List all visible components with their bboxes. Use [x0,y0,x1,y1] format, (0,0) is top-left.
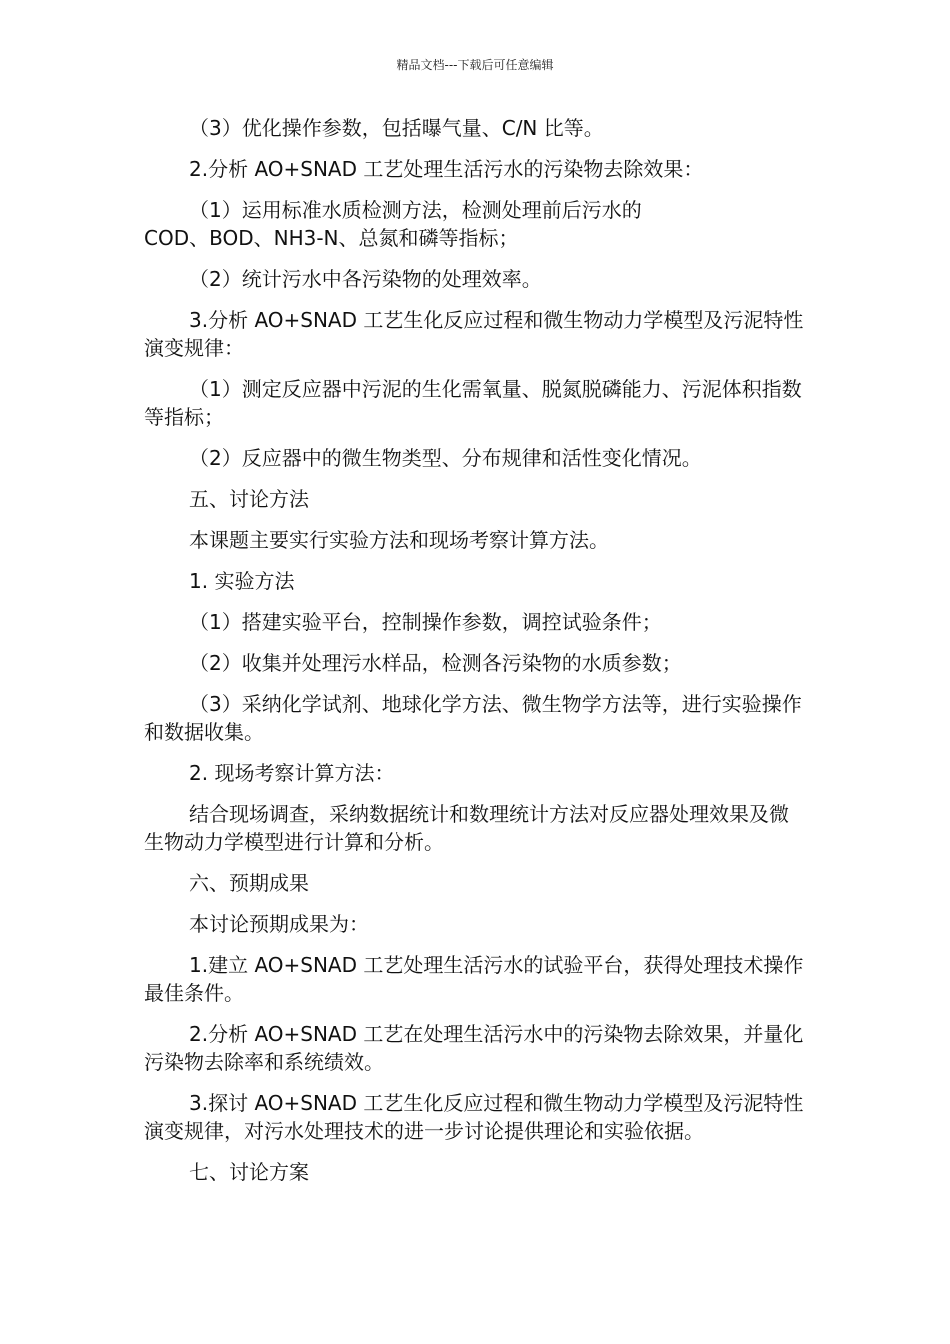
paragraph-reagents: （3）采纳化学试剂、地球化学方法、微生物学方法等，进行实验操作和数据收集。 [144,692,802,744]
paragraph-result-2: 2.分析 AO+SNAD 工艺在处理生活污水中的污染物去除效果，并量化污染物去除率和系统绩效。 [144,1022,804,1074]
paragraph-efficiency-stats: （2）统计污水中各污染物的处理效率。 [189,267,542,291]
paragraph-microbe-types: （2）反应器中的微生物类型、分布规律和活性变化情况。 [189,446,702,470]
section-heading-methods: 五、讨论方法 [189,487,309,511]
paragraph-build-platform: （1）搭建实验平台，控制操作参数，调控试验条件； [189,610,662,634]
section-heading-expected-results: 六、预期成果 [189,871,309,895]
document-body [144,114,808,1199]
paragraph-results-intro: 本讨论预期成果为： [189,912,369,936]
paragraph-sludge-measure: （1）测定反应器中污泥的生化需氧量、脱氮脱磷能力、污泥体积指数等指标； [144,377,802,429]
page-header: 精品文档---下载后可任意编辑 [396,58,554,72]
paragraph-result-1: 1.建立 AO+SNAD 工艺处理生活污水的试验平台，获得处理技术操作最佳条件。 [144,953,804,1005]
paragraph-optimize-params: （3）优化操作参数，包括曝气量、C/N 比等。 [189,116,604,140]
subheading-experiment-method: 1. 实验方法 [189,569,295,593]
paragraph-field-survey: 结合现场调查，采纳数据统计和数理统计方法对反应器处理效果及微生物动力学模型进行计算和分析。 [144,802,789,854]
section-heading-plan: 七、讨论方案 [189,1160,309,1184]
paragraph-result-3: 3.探讨 AO+SNAD 工艺生化反应过程和微生物动力学模型及污泥特性演变规律，对污水处理技术的进一步讨论提供理论和实验依据。 [144,1091,804,1143]
paragraph-collect-samples: （2）收集并处理污水样品，检测各污染物的水质参数； [189,651,682,675]
paragraph-methods-intro: 本课题主要实行实验方法和现场考察计算方法。 [189,528,609,552]
paragraph-section-2-heading: 2.分析 AO+SNAD 工艺处理生活污水的污染物去除效果： [189,157,704,181]
paragraph-section-3-heading: 3.分析 AO+SNAD 工艺生化反应过程和微生物动力学模型及污泥特性演变规律： [144,308,804,360]
paragraph-testing-methods: （1）运用标准水质检测方法，检测处理前后污水的 COD、BOD、NH3-N、总氮和磷等指标； [144,198,642,250]
subheading-field-method: 2. 现场考察计算方法： [189,761,395,785]
